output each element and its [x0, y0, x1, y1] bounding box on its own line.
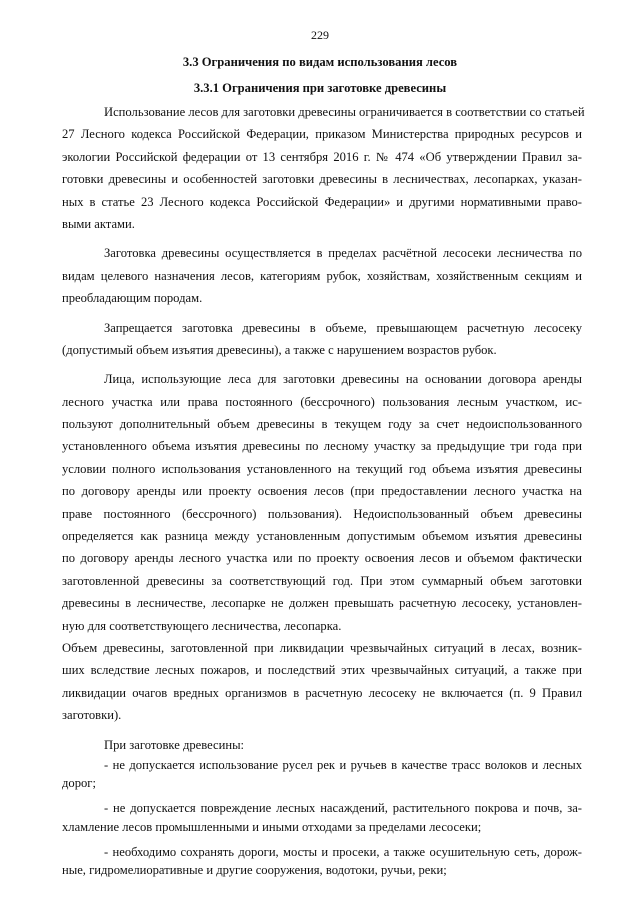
text-line: Запрещается заготовка древесины в объеме, превышающем расчетную лесосеку — [104, 320, 582, 335]
text-line: установленного объема изъятия древесины по лесному участку за предыдущие три года при — [62, 439, 582, 454]
body-text — [62, 101, 585, 879]
text-line: дорог; — [62, 776, 96, 791]
subsection-heading: 3.3.1 Ограничения при заготовке древесины — [193, 81, 447, 95]
text-line: 27 Лесного кодекса Российской Федерации, приказом Министерства природных ресурсов и — [62, 127, 582, 142]
paragraph — [62, 368, 582, 637]
text-line: видам целевого назначения лесов, категориям рубок, хозяйствам, хозяйственным секциям и — [62, 268, 582, 283]
text-line: ную для соответствующего лесничества, лесопарка. — [62, 618, 342, 633]
text-line: (допустимый объем изъятия древесины), а также с нарушением возрастов рубок. — [62, 342, 497, 357]
text-line: преобладающим породам. — [62, 291, 203, 306]
text-line: Заготовка древесины осуществляется в пределах расчётной лесосеки лесничества по — [104, 246, 582, 261]
text-line: хламление лесов промышленными и иными отходами за пределами лесосеки; — [62, 819, 482, 834]
paragraph — [62, 734, 582, 756]
text-line: Объем древесины, заготовленной при ликвидации чрезвычайных ситуаций в лесах, возник- — [62, 640, 582, 655]
list-item — [62, 756, 582, 792]
text-line: ликвидации очагов вредных организмов в расчетную лесосеку не включается (п. 9 Правил — [62, 685, 582, 700]
paragraph — [62, 101, 585, 235]
text-line: древесины в лесничестве, лесопарке не должен превышать расчетную лесосеку, установлен- — [62, 596, 582, 611]
text-line: ных в статье 23 Лесного кодекса Российской Федерации» и другими нормативными право- — [62, 194, 582, 209]
list-item — [62, 843, 582, 879]
paragraph — [62, 242, 582, 309]
text-line: пользуют дополнительный объем древесины в текущем году за счет недоиспользованного — [62, 417, 582, 432]
page-number: 229 — [311, 28, 329, 42]
section-heading: 3.3 Ограничения по видам использования лесов — [182, 55, 458, 69]
text-line: определяется как разница между установленным допустимым объемом изъятия древесины — [62, 529, 582, 544]
text-line: ные, гидромелиоративные и другие сооружения, водотоки, ручьи, реки; — [62, 862, 447, 877]
text-line: по договору аренды лесного участка или по проекту освоения лесов и объемом фактически — [62, 551, 582, 566]
text-line: ших вследствие лесных пожаров, и последствий этих чрезвычайных ситуаций, а также при — [62, 663, 582, 678]
text-line: экологии Российской федерации от 13 сентября 2016 г. № 474 «Об утверждении Правил за- — [62, 149, 582, 164]
text-line: праве постоянного (бессрочного) пользования). Недоиспользованный объем древесины — [62, 506, 582, 521]
text-line: лесного участка или права постоянного (бессрочного) пользования лесным участком, ис- — [62, 394, 582, 409]
paragraph — [62, 637, 582, 727]
text-line: заготовленной древесины за соответствующий год. При этом суммарный объем заготовки — [62, 573, 582, 588]
text-line: готовки древесины и особенностей заготовки древесины в лесничествах, лесопарках, указан- — [62, 172, 582, 187]
text-line: заготовки). — [62, 708, 122, 723]
text-line: При заготовке древесины: — [104, 737, 245, 752]
text-line: Лица, использующие леса для заготовки древесины на основании договора аренды — [104, 372, 582, 387]
text-line: - не допускается повреждение лесных насаждений, растительного покрова и почв, за- — [104, 801, 582, 816]
text-line: выми актами. — [62, 216, 135, 231]
text-line: - не допускается использование русел рек и ручьев в качестве трасс волоков и лесных — [104, 757, 582, 772]
text-line: Использование лесов для заготовки древесины ограничивается в соответствии со статьей — [104, 105, 585, 119]
text-line: - необходимо сохранять дороги, мосты и просеки, а также осушительную сеть, дорож- — [104, 844, 582, 859]
text-line: по договору аренды или проекту освоения лесов (при предоставлении лесного участка на — [62, 484, 582, 499]
text-line: условии полного использования установленного на текущий год объема изъятия древесины — [62, 461, 582, 476]
list-item — [62, 799, 582, 835]
paragraph — [62, 317, 582, 362]
